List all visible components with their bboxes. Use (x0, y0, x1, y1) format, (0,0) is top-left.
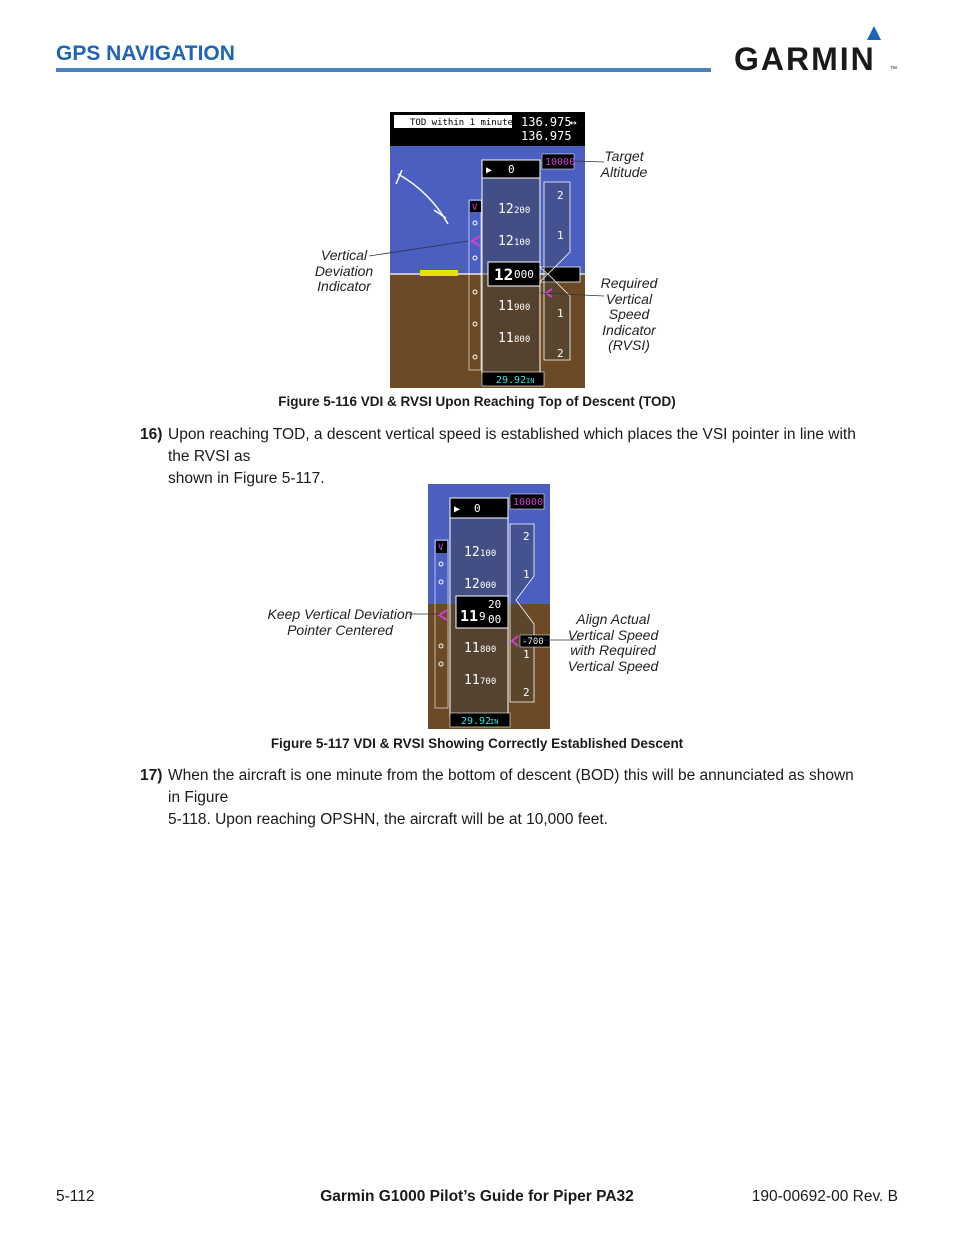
svg-text:200: 200 (514, 206, 531, 216)
svg-text:12: 12 (498, 202, 514, 217)
figure2-caption: Figure 5-117 VDI & RVSI Showing Correctly Established Descent (270, 736, 684, 751)
svg-text:1: 1 (523, 648, 530, 661)
svg-text:2: 2 (523, 686, 530, 699)
svg-text:0: 0 (474, 502, 481, 515)
selected-altitude: 10000 (513, 497, 544, 508)
svg-text:700: 700 (480, 677, 497, 687)
tod-message: TOD within 1 minute (410, 118, 513, 128)
svg-text:11: 11 (464, 641, 480, 656)
callout-target-altitude: Target Altitude (600, 148, 648, 180)
callout-rvsi: Required Vertical Speed Indicator (RVSI) (600, 275, 658, 353)
svg-text:800: 800 (514, 335, 531, 345)
svg-text:000: 000 (480, 581, 497, 591)
baro-setting: 29.92 (496, 375, 527, 386)
svg-text:100: 100 (480, 549, 497, 559)
freq-active: 136.975 (521, 115, 572, 129)
svg-text:2: 2 (557, 189, 564, 202)
callout-keep-vdi-centered: Keep Vertical Deviation Pointer Centered (267, 606, 413, 638)
svg-text:V: V (438, 543, 444, 553)
svg-text:11: 11 (460, 607, 479, 625)
figure1-caption: Figure 5-116 VDI & RVSI Upon Reaching Top of Descent (TOD) (278, 394, 676, 409)
garmin-wordmark: GARMIN (734, 41, 876, 76)
step-16: 16) Upon reaching TOD, a descent vertical speed is established which places the VSI pointer in line with the RVSI as shown in Figure 5-117. (140, 426, 856, 487)
callout-vdi: Vertical Deviation Indicator (314, 247, 374, 294)
svg-text:2: 2 (523, 530, 530, 543)
freq-standby: 136.975 (521, 129, 572, 143)
footer-title: Garmin G1000 Pilot’s Guide for Piper PA32 (320, 1188, 634, 1205)
callout-align-vertical-speed: Align Actual Vertical Speed with Required Vertical Speed (567, 611, 659, 674)
figure2-leader-lines (0, 400, 954, 700)
vsi-value: -700 (522, 637, 544, 647)
current-alt-small: 000 (514, 268, 534, 281)
selected-altitude: 10000 (545, 157, 576, 168)
svg-text:1: 1 (557, 229, 564, 242)
svg-text:800: 800 (480, 645, 497, 655)
svg-text:12: 12 (464, 545, 480, 560)
bug-icon: ▶ (486, 165, 493, 176)
svg-text:1: 1 (557, 307, 564, 320)
svg-text:11: 11 (464, 673, 480, 688)
svg-text:00: 00 (488, 613, 502, 626)
svg-text:100: 100 (514, 238, 531, 248)
freq-swap-icon: ↔ (570, 116, 577, 129)
svg-text:11: 11 (498, 299, 514, 314)
svg-text:1: 1 (523, 568, 530, 581)
garmin-trademark: ™ (890, 66, 897, 73)
svg-text:IN: IN (490, 718, 499, 726)
svg-text:12: 12 (464, 577, 480, 592)
vdi-marker: V (472, 203, 478, 213)
alt-top: 0 (508, 163, 515, 176)
bug-icon: ▶ (454, 504, 461, 515)
section-title: GPS NAVIGATION (56, 42, 235, 65)
svg-text:IN: IN (526, 377, 535, 385)
svg-text:29.92: 29.92 (461, 716, 492, 727)
figure1-leader-lines (0, 0, 954, 400)
svg-text:2: 2 (557, 347, 564, 360)
svg-text:900: 900 (514, 303, 531, 313)
svg-text:20: 20 (488, 598, 502, 611)
step-17: 17) When the aircraft is one minute from the bottom of descent (BOD) this will be annunciated as shown in Figure 5-118. Upon reaching OPSHN, the aircraft will be at 10,000 feet. (140, 767, 854, 828)
svg-text:11: 11 (498, 331, 514, 346)
footer-page-number: 5-112 (56, 1188, 95, 1205)
footer-doc-number: 190-00692-00 Rev. B (751, 1188, 898, 1205)
svg-text:9: 9 (479, 610, 486, 623)
svg-text:12: 12 (498, 234, 514, 249)
current-alt-big: 12 (494, 265, 514, 284)
